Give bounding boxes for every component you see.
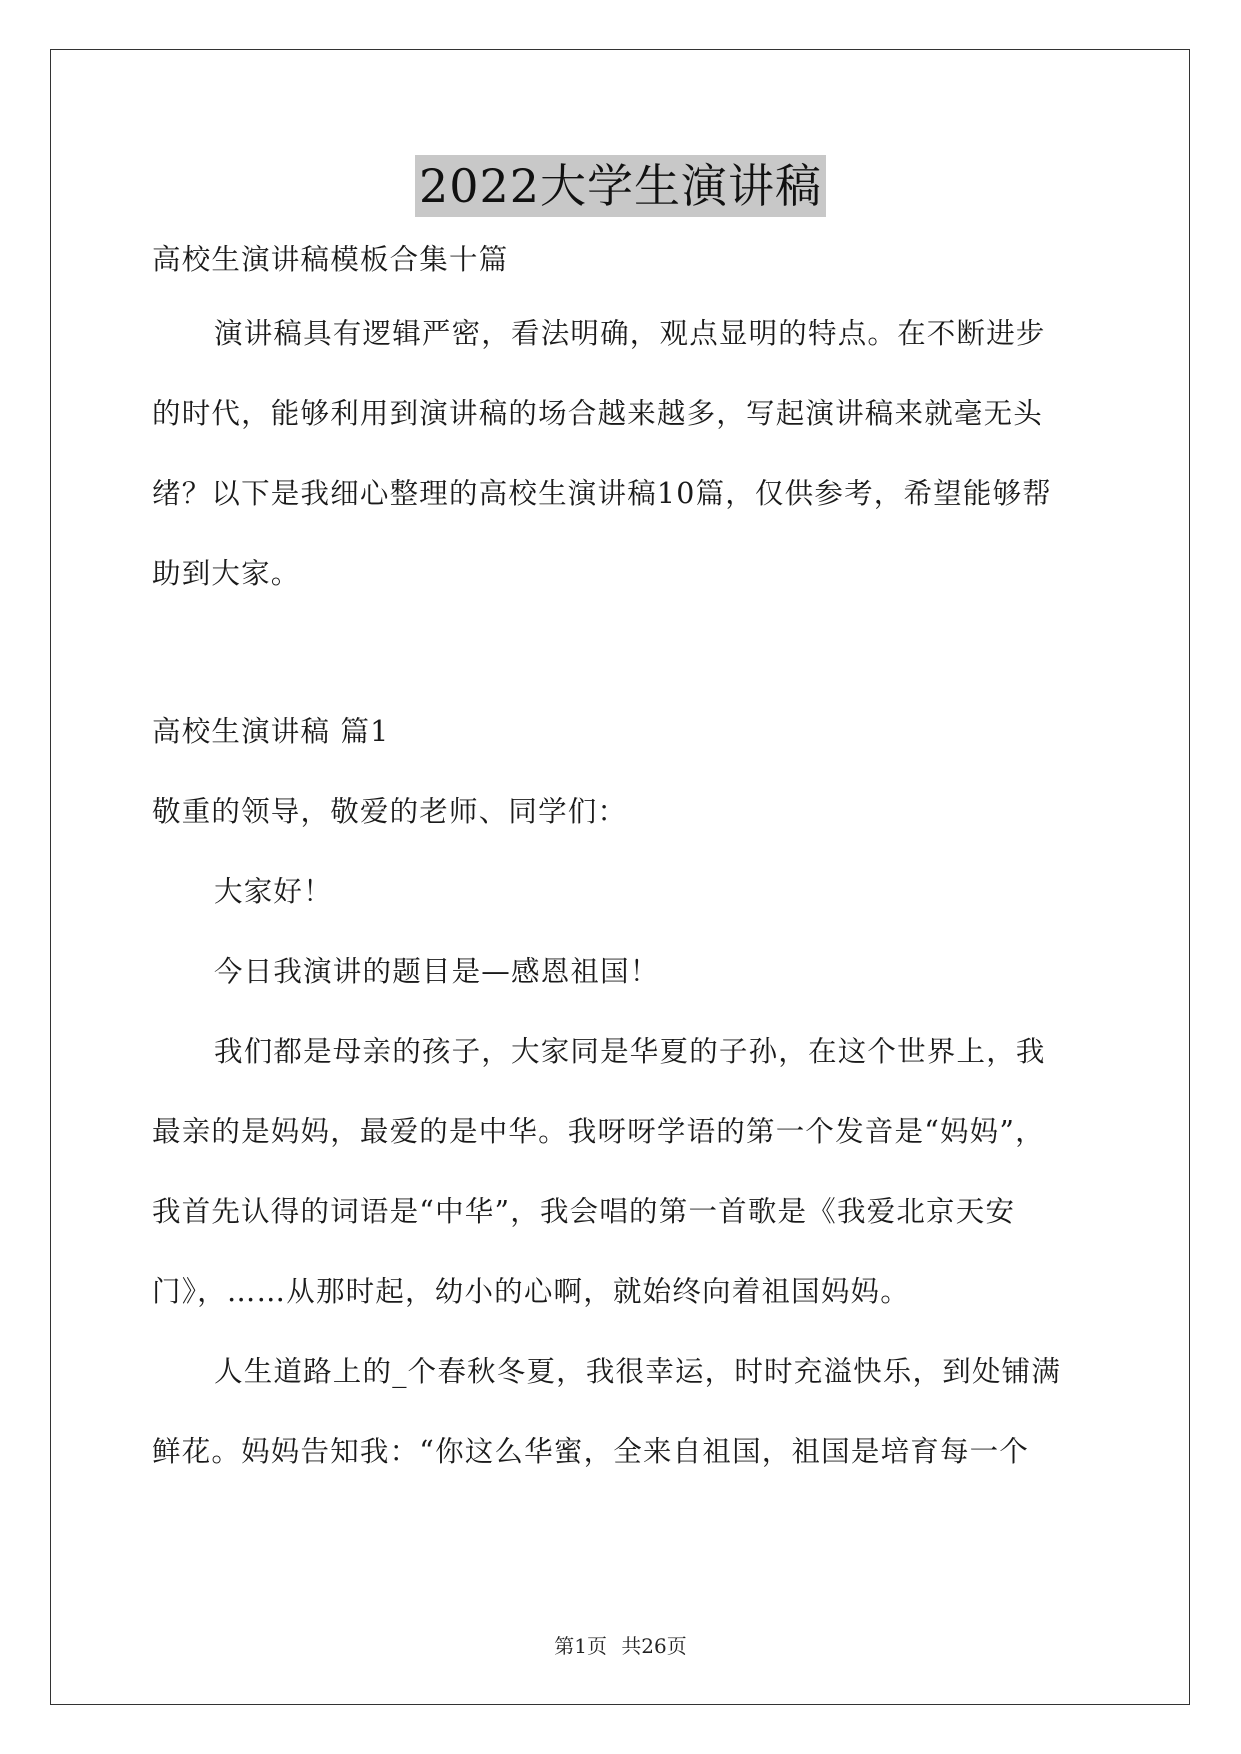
- paragraph-line: 今日我演讲的题目是—感恩祖国！: [214, 955, 660, 988]
- paragraph-line: 绪？以下是我细心整理的高校生演讲稿10篇，仅供参考，希望能够帮: [152, 477, 1052, 510]
- salutation-line: 敬重的领导，敬爱的老师、同学们：: [152, 795, 628, 828]
- subtitle-line: 高校生演讲稿模板合集十篇: [152, 243, 509, 276]
- paragraph-line: 演讲稿具有逻辑严密，看法明确，观点显明的特点。在不断进步: [214, 317, 1046, 350]
- paragraph-line: 门》，……从那时起，幼小的心啊，就始终向着祖国妈妈。: [152, 1275, 910, 1308]
- page-number: 第1页: [554, 1634, 607, 1658]
- page-total: 共26页: [621, 1634, 687, 1658]
- paragraph-line: 我们都是母亲的孩子，大家同是华夏的子孙，在这个世界上，我: [214, 1035, 1046, 1068]
- paragraph-line: 人生道路上的_个春秋冬夏，我很幸运，时时充溢快乐，到处铺满: [214, 1355, 1062, 1388]
- paragraph-line: 鲜花。妈妈告知我：“你这么华蜜，全来自祖国，祖国是培育每一个: [152, 1435, 1030, 1468]
- greeting-line: 大家好！: [214, 875, 333, 908]
- paragraph-line: 助到大家。: [152, 557, 301, 590]
- title-container: [0, 155, 1241, 217]
- paragraph-line: 我首先认得的词语是“中华”，我会唱的第一首歌是《我爱北京天安: [152, 1195, 1016, 1228]
- document-title: 2022大学生演讲稿: [415, 155, 826, 217]
- paragraph-line: 的时代，能够利用到演讲稿的场合越来越多，写起演讲稿来就毫无头: [152, 397, 1044, 430]
- paragraph-line: 最亲的是妈妈，最爱的是中华。我呀呀学语的第一个发音是“妈妈”，: [152, 1115, 1045, 1148]
- section-heading: 高校生演讲稿 篇1: [152, 715, 390, 748]
- page-footer: [0, 1630, 1241, 1659]
